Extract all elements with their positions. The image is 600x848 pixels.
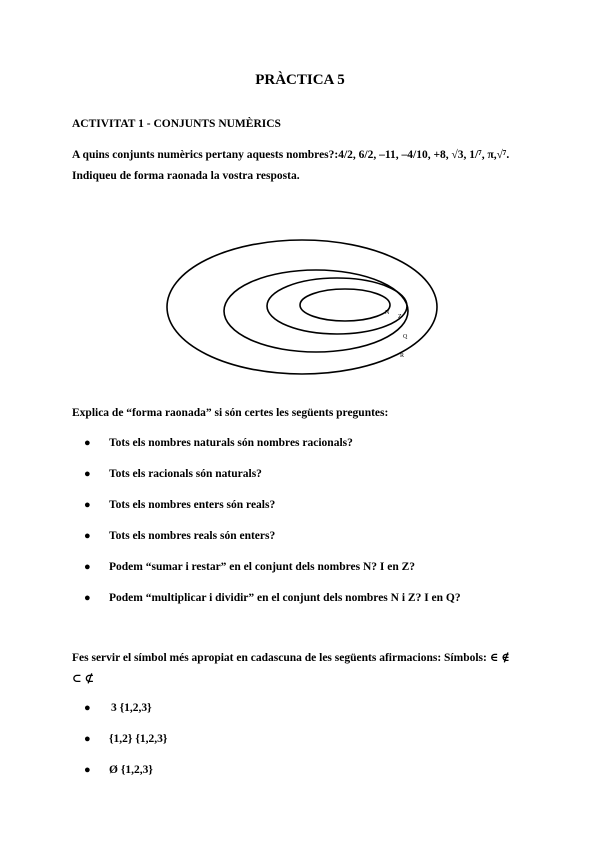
bullet-icon: ●	[84, 561, 91, 573]
list-item: ● Tots els racionals són naturals?	[84, 468, 262, 480]
bullet-icon: ●	[84, 733, 91, 745]
list-item: ● Podem “sumar i restar” en el conjunt dels nombres N? I en Z?	[84, 561, 416, 573]
symbols-intro-line-2: ⊂ ⊄	[72, 673, 95, 685]
set-q-label: Q	[403, 334, 408, 340]
list-item: ● 3 {1,2,3}	[84, 702, 152, 714]
bullet-icon: ●	[84, 702, 91, 714]
set-z-ellipse	[267, 278, 407, 334]
list-item: ● Tots els nombres enters són reals?	[84, 499, 276, 511]
bullet-icon: ●	[84, 468, 91, 480]
bullet-icon: ●	[84, 530, 91, 542]
explain-intro: Explica de “forma raonada” si són certes les següents preguntes:	[72, 407, 389, 419]
bullet-icon: ●	[84, 499, 91, 511]
bullet-icon: ●	[84, 437, 91, 449]
set-r-ellipse	[167, 240, 437, 374]
set-n-label: N	[385, 310, 390, 316]
set-n-ellipse	[300, 289, 390, 321]
list-item: ● Tots els nombres reals són enters?	[84, 530, 276, 542]
page-title: PRÀCTICA 5	[255, 72, 345, 88]
list-item: ● Ø {1,2,3}	[84, 764, 153, 776]
list-item: ● Podem “multiplicar i dividir” en el conjunt dels nombres N i Z? I en Q?	[84, 592, 461, 604]
symbols-intro-line-1: Fes servir el símbol més apropiat en cadascuna de les següents afirmacions: Símbols: ∈ ∉	[72, 652, 510, 664]
bullet-icon: ●	[84, 764, 91, 776]
question-line-1: A quins conjunts numèrics pertany aquests nombres?:4/2, 6/2, –11, –4/10, +8, √3, 1/⁷, π,√⁷.	[72, 149, 510, 161]
bullet-icon: ●	[84, 592, 91, 604]
set-z-label: Z	[398, 314, 402, 320]
question-line-2: Indiqueu de forma raonada la vostra resposta.	[72, 170, 300, 182]
activity-heading: ACTIVITAT 1 - CONJUNTS NUMÈRICS	[72, 118, 281, 130]
list-item: ● {1,2} {1,2,3}	[84, 733, 168, 745]
set-r-label: R	[400, 353, 405, 359]
list-item: ● Tots els nombres naturals són nombres racionals?	[84, 437, 353, 449]
set-q-ellipse	[224, 270, 408, 352]
